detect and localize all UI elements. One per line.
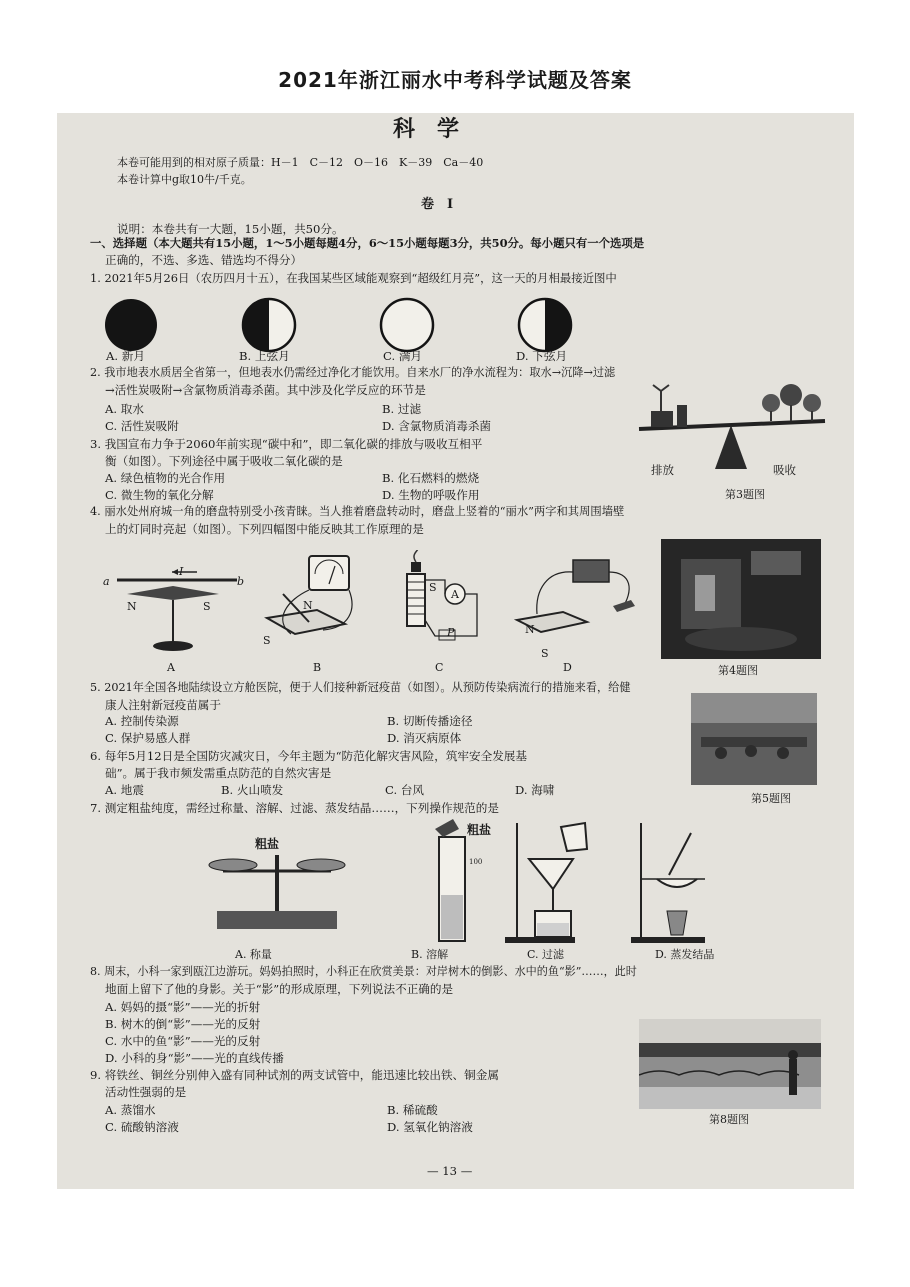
q8-riverside-photo: [639, 1019, 821, 1109]
atomic-mass-note: 本卷可能用到的相对原子质量：H－1 C－12 O－16 K－39 Ca－40: [117, 156, 484, 169]
q4-label-current: I: [179, 565, 184, 578]
q6-option-b: B. 火山喷发: [221, 783, 284, 797]
q4-option-b: B: [313, 661, 322, 674]
q5-option-a: A. 控制传染源: [105, 714, 179, 728]
q1-option-c: C. 满月: [383, 349, 423, 363]
q3-label-absorption: 吸收: [773, 463, 796, 477]
q4-option-c: C: [435, 661, 444, 674]
q1-stem: 1. 2021年5月26日（农历四月十五），在我国某些区域能观察到“超级红月亮”，这一天的月相最接近图中: [90, 271, 617, 285]
q2-stem-line2: →活性炭吸附→含氯物质消毒杀菌。其中涉及化学反应的环节是: [105, 383, 426, 397]
moon-first-quarter: [243, 299, 295, 351]
q8-option-d: D. 小科的身“影”——光的直线传播: [105, 1051, 284, 1065]
q6-stem: 6. 每年5月12日是全国防灾减灾日，今年主题为“防范化解灾害风险，筑牢安全发展基: [90, 749, 527, 763]
q3-option-b: B. 化石燃料的燃烧: [382, 471, 480, 485]
q8-option-a: A. 妈妈的摄“影”——光的折射: [105, 1000, 261, 1014]
q4-stem: 4. 丽水处州府城一角的磨盘特别受小孩青睐。当人推着磨盘转动时，磨盘上竖着的“丽水”两字和其周围墙壁: [90, 505, 625, 518]
q3-label-emission: 排放: [651, 463, 674, 477]
q7-stem: 7. 测定粗盐纯度，需经过称量、溶解、过滤、蒸发结晶……，下列操作规范的是: [90, 801, 499, 815]
q9-option-a: A. 蒸馏水: [105, 1103, 156, 1117]
q6-option-a: A. 地震: [105, 783, 144, 797]
q4-label-a-end: a: [103, 575, 110, 588]
q9-stem-line2: 活动性强弱的是: [105, 1085, 187, 1099]
q9-option-d: D. 氢氧化钠溶液: [387, 1120, 473, 1134]
exam-page-scan: [57, 113, 854, 1189]
q4-option-a: A: [167, 661, 175, 674]
q4-grindstone-photo: [661, 539, 821, 659]
q4-label-s-b: S: [263, 634, 271, 647]
q1-moon-phases-figure: [97, 295, 627, 357]
q3-caption: 第3题图: [725, 488, 765, 501]
q4-option-d: D: [563, 661, 572, 674]
q7-option-b: B. 溶解: [411, 948, 449, 961]
section-title: 一、选择题（本大题共有15小题，1～5小题每题4分，6～15小题每题3分，共50分。每小题只有一个选项是: [90, 236, 645, 250]
q4-label-n-b: N: [303, 599, 313, 612]
q8-stem: 8. 周末，小科一家到瓯江边游玩。妈妈拍照时，小科正在欣赏美景：对岸树木的倒影、水中的鱼“影”……，此时: [90, 965, 637, 978]
volume-heading: 卷 Ⅰ: [421, 197, 454, 212]
q7-option-a: A. 称量: [235, 948, 272, 961]
q2-option-b: B. 过滤: [382, 402, 422, 416]
q9-option-b: B. 稀硫酸: [387, 1103, 438, 1117]
q9-stem: 9. 将铁丝、铜丝分别伸入盛有同种试剂的两支试管中，能迅速比较出铁、铜金属: [90, 1068, 499, 1082]
q3-option-a: A. 绿色植物的光合作用: [105, 471, 226, 485]
q4-label-b-end: b: [237, 575, 245, 588]
q4-caption: 第4题图: [718, 664, 758, 677]
q5-caption: 第5题图: [751, 792, 791, 805]
q4-label-ammeter: A: [451, 588, 459, 601]
q4-label-s-c: S: [429, 581, 437, 594]
q9-option-c: C. 硫酸钠溶液: [105, 1120, 179, 1134]
q2-option-a: A. 取水: [105, 402, 144, 416]
g-value-note: 本卷计算中g取10牛/千克。: [117, 173, 252, 186]
q1-option-d: D. 下弦月: [516, 349, 568, 363]
q2-stem: 2. 我市地表水质居全省第一，但地表水仍需经过净化才能饮用。自来水厂的净水流程为：取水→沉降→过滤: [90, 366, 616, 379]
q3-stem-line2: 衡（如图）。下列途径中属于吸收二氧化碳的是: [105, 454, 343, 468]
q7-option-d: D. 蒸发结晶: [655, 948, 715, 961]
q7-label-salt-b: 粗盐: [467, 823, 492, 837]
q2-option-d: D. 含氯物质消毒杀菌: [382, 419, 492, 433]
section-title-line2: 正确的，不选、多选、错选均不得分）: [105, 253, 303, 267]
q5-option-c: C. 保护易感人群: [105, 731, 191, 745]
q6-stem-line2: 础”。属于我市频发需重点防范的自然灾害是: [105, 766, 332, 780]
moon-new: [105, 299, 157, 351]
q6-option-d: D. 海啸: [515, 783, 555, 797]
q3-stem: 3. 我国宣布力争于2060年前实现“碳中和”，即二氧化碳的排放与吸收互相平: [90, 437, 483, 451]
q1-option-b: B. 上弦月: [239, 349, 290, 363]
q8-option-b: B. 树木的倒“影”——光的反射: [105, 1017, 261, 1031]
q6-option-c: C. 台风: [385, 783, 425, 797]
q4-circuit-figures: [87, 550, 647, 660]
q4-label-p: P: [447, 626, 455, 639]
q5-option-d: D. 消灭病原体: [387, 731, 462, 745]
volume-note: 说明：本卷共有一大题，15小题，共50分。: [117, 222, 344, 236]
q4-stem-line2: 上的灯同时亮起（如图）。下列四幅图中能反映其工作原理的是: [105, 522, 424, 536]
q3-option-c: C. 微生物的氧化分解: [105, 488, 214, 502]
q7-cylinder-scale: 100: [469, 858, 483, 866]
q4-label-s-a: S: [203, 600, 211, 613]
q5-vaccination-photo: [691, 693, 817, 785]
q5-option-b: B. 切断传播途径: [387, 714, 473, 728]
moon-full: [381, 299, 433, 351]
q4-label-n-d: N: [525, 623, 535, 636]
q1-option-a: A. 新月: [106, 349, 145, 363]
subject-heading: 科学: [393, 117, 482, 142]
q7-label-salt-a: 粗盐: [255, 837, 280, 851]
q4-label-n-a: N: [127, 600, 137, 613]
q8-option-c: C. 水中的鱼“影”——光的反射: [105, 1034, 261, 1048]
q5-stem-line2: 康人注射新冠疫苗属于: [105, 698, 221, 712]
q4-label-s-d: S: [541, 647, 549, 660]
q8-stem-line2: 地面上留下了他的身影。关于“影”的形成原理，下列说法不正确的是: [105, 982, 454, 996]
document-title: 2021年浙江丽水中考科学试题及答案: [278, 68, 632, 92]
q3-option-d: D. 生物的呼吸作用: [382, 488, 480, 502]
q5-stem: 5. 2021年全国各地陆续设立方舱医院，便于人们接种新冠疫苗（如图）。从预防传染病流行的措施来看，给健: [90, 681, 631, 694]
q8-caption: 第8题图: [709, 1113, 749, 1126]
q7-option-c: C. 过滤: [527, 948, 565, 961]
q2-option-c: C. 活性炭吸附: [105, 419, 179, 433]
page-number: — 13 —: [427, 1164, 473, 1178]
moon-last-quarter: [519, 299, 571, 351]
q3-carbon-balance-figure: [631, 381, 831, 471]
